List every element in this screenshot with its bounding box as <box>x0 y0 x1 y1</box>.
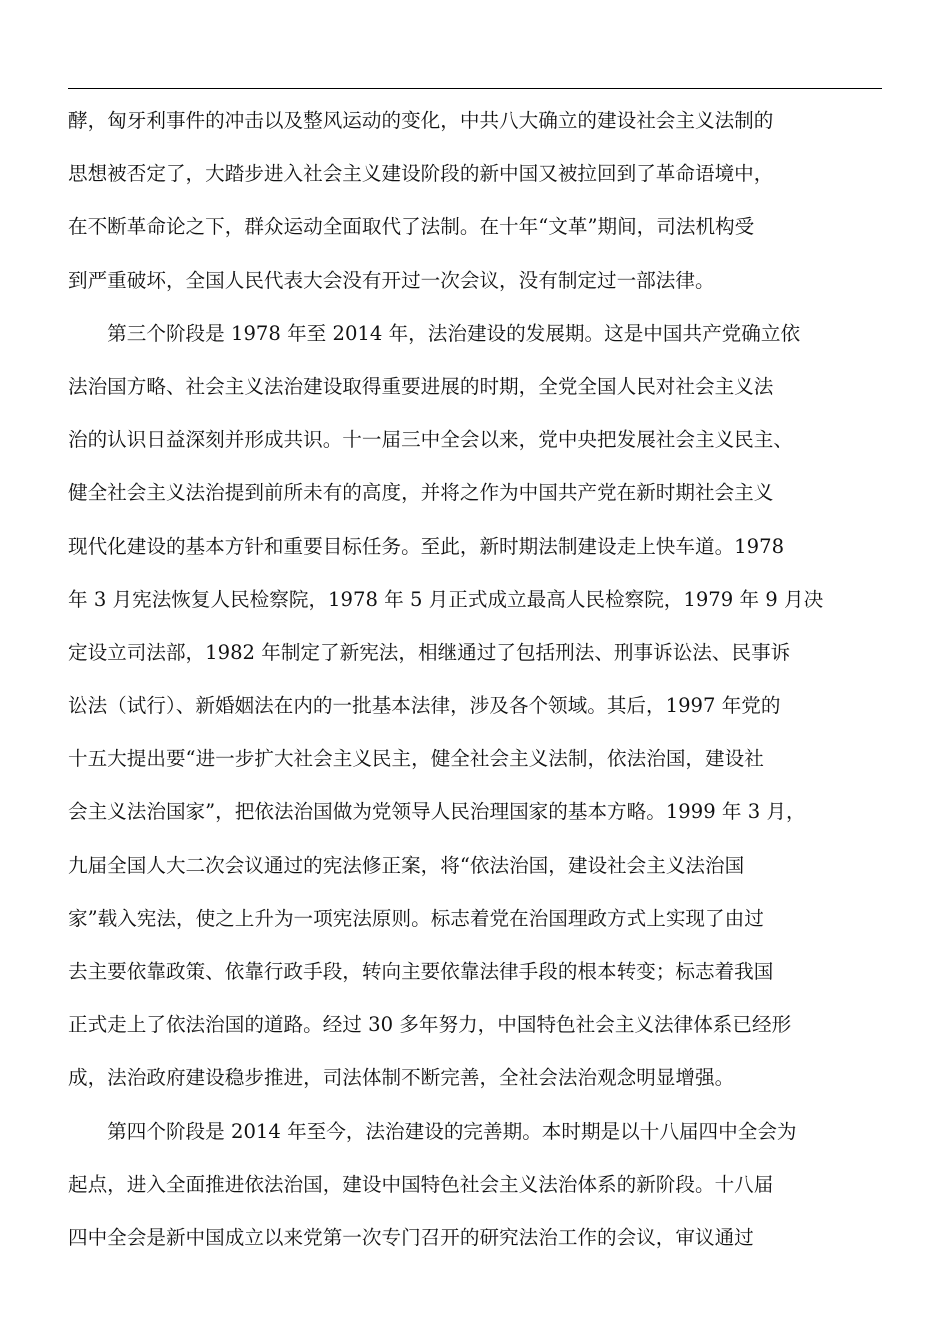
text-line: 十五大提出要“进一步扩大社会主义民主，健全社会主义法制，依法治国，建设社 <box>68 747 764 771</box>
text-line: 健全社会主义法治提到前所未有的高度，并将之作为中国共产党在新时期社会主义 <box>68 481 774 505</box>
text-line: 酵，匈牙利事件的冲击以及整风运动的变化，中共八大确立的建设社会主义法制的 <box>68 109 774 132</box>
text-line: 九届全国人大二次会议通过的宪法修正案，将“依法治国，建设社会主义法治国 <box>68 853 745 877</box>
text-line: 去主要依靠政策、依靠行政手段，转向主要依靠法律手段的根本转变；标志着我国 <box>68 960 774 983</box>
paragraph-2 <box>68 307 898 1105</box>
text-line: 第四个阶段是 2014 年至今，法治建设的完善期。本时期是以十八届四中全会为 <box>68 1119 797 1143</box>
text-line: 在不断革命论之下，群众运动全面取代了法制。在十年“文革”期间，司法机构受 <box>68 215 755 239</box>
paragraph-3 <box>68 1105 898 1265</box>
paragraph-1 <box>68 94 898 307</box>
text-line: 思想被否定了，大踏步进入社会主义建设阶段的新中国又被拉回到了革命语境中， <box>68 162 774 186</box>
header-rule <box>68 88 882 89</box>
text-line: 到严重破坏，全国人民代表大会没有开过一次会议，没有制定过一部法律。 <box>68 268 715 292</box>
text-line: 家”载入宪法，使之上升为一项宪法原则。标志着党在治国理政方式上实现了由过 <box>68 906 764 930</box>
text-line: 成，法治政府建设稳步推进，司法体制不断完善，全社会法治观念明显增强。 <box>68 1066 735 1090</box>
text-line: 定设立司法部，1982 年制定了新宪法，相继通过了包括刑法、刑事诉讼法、民事诉 <box>68 640 791 664</box>
text-line: 四中全会是新中国成立以来党第一次专门召开的研究法治工作的会议，审议通过 <box>68 1225 754 1249</box>
text-line: 年 3 月宪法恢复人民检察院，1978 年 5 月正式成立最高人民检察院，1979 年 9 月决 <box>68 587 824 611</box>
body-text <box>68 94 898 1264</box>
text-line: 讼法（试行）、新婚姻法在内的一批基本法律，涉及各个领域。其后，1997 年党的 <box>68 694 781 718</box>
text-line: 正式走上了依法治国的道路。经过 30 多年努力，中国特色社会主义法律体系已经形 <box>68 1013 792 1037</box>
text-line: 法治国方略、社会主义法治建设取得重要进展的时期，全党全国人民对社会主义法 <box>68 374 774 398</box>
text-line: 起点，进入全面推进依法治国，建设中国特色社会主义法治体系的新阶段。十八届 <box>68 1172 774 1196</box>
text-line: 第三个阶段是 1978 年至 2014 年，法治建设的发展期。这是中国共产党确立依 <box>68 321 801 345</box>
text-line: 会主义法治国家”，把依法治国做为党领导人民治理国家的基本方略。1999 年 3 月， <box>68 800 806 824</box>
text-line: 治的认识日益深刻并形成共识。十一届三中全会以来，党中央把发展社会主义民主、 <box>68 428 793 452</box>
text-line: 现代化建设的基本方针和重要目标任务。至此，新时期法制建设走上快车道。1978 <box>68 534 785 558</box>
